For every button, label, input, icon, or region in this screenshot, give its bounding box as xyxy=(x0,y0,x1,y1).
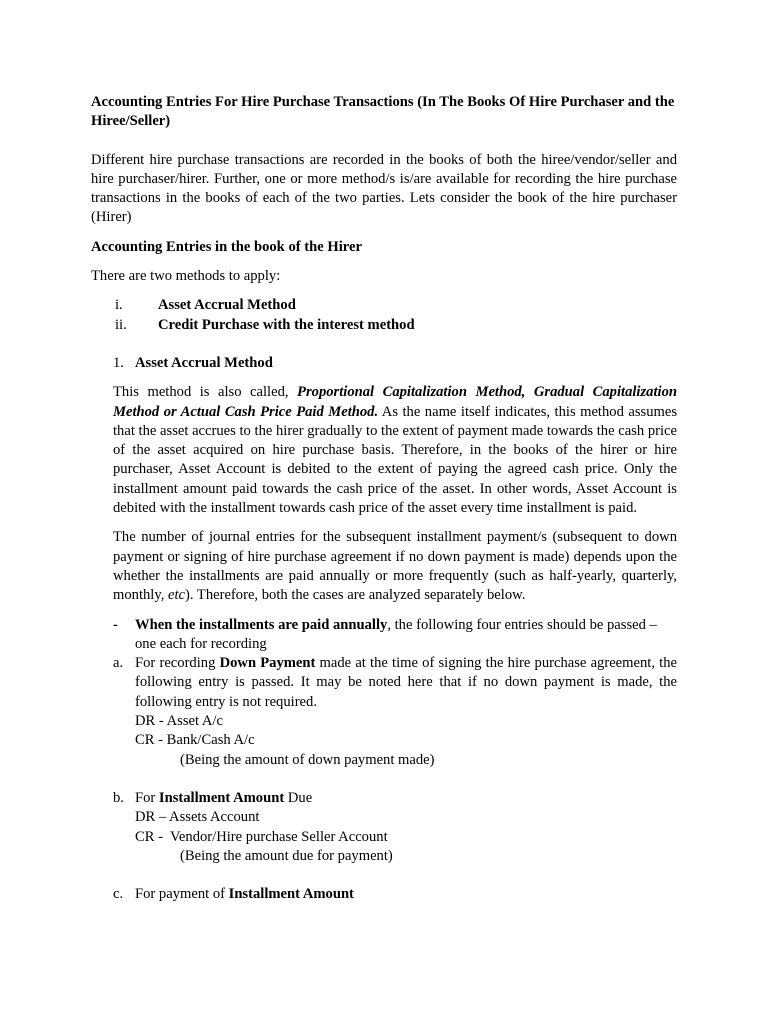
method-label: Credit Purchase with the interest method xyxy=(158,316,415,333)
text-run: Due xyxy=(284,789,313,806)
method-label: Asset Accrual Method xyxy=(158,297,296,314)
narration: (Being the amount of down payment made) xyxy=(180,751,435,768)
hirer-heading: Accounting Entries in the book of the Hirer xyxy=(91,238,362,255)
text-run: For recording xyxy=(135,655,220,672)
debit-line: DR - Asset A/c xyxy=(135,713,223,730)
entry-item-a xyxy=(113,654,677,770)
item-marker: a. xyxy=(113,655,124,672)
text-run: , the following four entries should be passed – one each for recording xyxy=(135,616,657,652)
section-heading xyxy=(113,354,677,373)
annual-bullet xyxy=(113,616,677,655)
text-run-bold: Installment Amount xyxy=(228,886,354,903)
section-title: Asset Accrual Method xyxy=(135,354,273,371)
text-run-bold: Installment Amount xyxy=(158,789,285,806)
method-number: ii. xyxy=(115,316,127,333)
text-run: As the name itself indicates, this method assumes that the asset accrues to the hirer gradually to the extent of payment made towards the cash price of the asset acquired on hire purchase basis. Therefore, in the books of the hirer or hire purchaser, Asset Account is debited to the extent of paying the agreed cash price. Only the installment amount paid towards the cash price of the asset. In other words, Asset Account is debited with the installment towards cash price of the asset every time installment is paid. xyxy=(113,403,677,517)
item-marker: c. xyxy=(113,886,124,903)
entry-item-c xyxy=(113,885,677,904)
document-title: Accounting Entries For Hire Purchase Transactions (In The Books Of Hire Purchaser and the Hiree/Seller) xyxy=(91,94,675,130)
method-item xyxy=(115,296,677,315)
item-description xyxy=(135,885,677,904)
method-alt-names: Proportional Capitalization Method, Gradual Capitalization Method or Actual Cash Price Paid Method. xyxy=(113,384,677,420)
text-run-bold: When the installments are paid annually xyxy=(135,616,388,633)
debit-line: DR – Assets Account xyxy=(135,809,260,826)
item-description xyxy=(135,654,677,712)
item-body xyxy=(135,654,677,770)
text-run-bold: Down Payment xyxy=(219,655,316,672)
section-number: 1. xyxy=(113,354,124,371)
narration: (Being the amount due for payment) xyxy=(180,847,393,864)
entry-item-b xyxy=(113,789,677,866)
text-run: This method is also called, xyxy=(113,384,298,401)
item-body xyxy=(135,885,677,904)
item-body xyxy=(135,789,677,866)
document-body xyxy=(91,93,677,904)
methods-list xyxy=(91,296,677,335)
text-run: The number of journal entries for the subsequent installment payment/s (subsequent to down payment or signing of hire purchase agreement if no down payment is made) depends upon the whether the installments are paid annually or more frequently (such as half-yearly, quarterly, monthly, xyxy=(113,529,677,604)
text-run-italic: etc xyxy=(168,587,186,604)
credit-line: CR - Bank/Cash A/c xyxy=(135,732,255,749)
method-item xyxy=(115,316,677,335)
bullet-text xyxy=(135,616,677,655)
section-paragraph-2 xyxy=(113,528,677,605)
section-paragraph-1 xyxy=(113,383,677,518)
intro-paragraph: Different hire purchase transactions are recorded in the books of both the hiree/vendor/seller and hire purchaser/hirer. Further, one or more method/s is/are available for recording the hire purchase transactions in the books of each of the two parties. Lets consider the book of the hire purchaser (Hirer) xyxy=(91,151,677,226)
credit-line: CR - Vendor/Hire purchase Seller Account xyxy=(135,828,388,845)
text-run: made at the time of signing the hire purchase agreement, the following entry is passed. It may be noted here that if no down payment is made, the following entry is not required. xyxy=(135,655,677,710)
item-description xyxy=(135,789,677,808)
item-marker: b. xyxy=(113,789,124,806)
text-run: For xyxy=(135,789,159,806)
method-number: i. xyxy=(115,297,123,314)
text-run: ). Therefore, both the cases are analyzed separately below. xyxy=(185,587,526,604)
methods-intro: There are two methods to apply: xyxy=(91,268,281,285)
text-run: For payment of xyxy=(135,886,229,903)
bullet-marker: - xyxy=(113,616,118,633)
